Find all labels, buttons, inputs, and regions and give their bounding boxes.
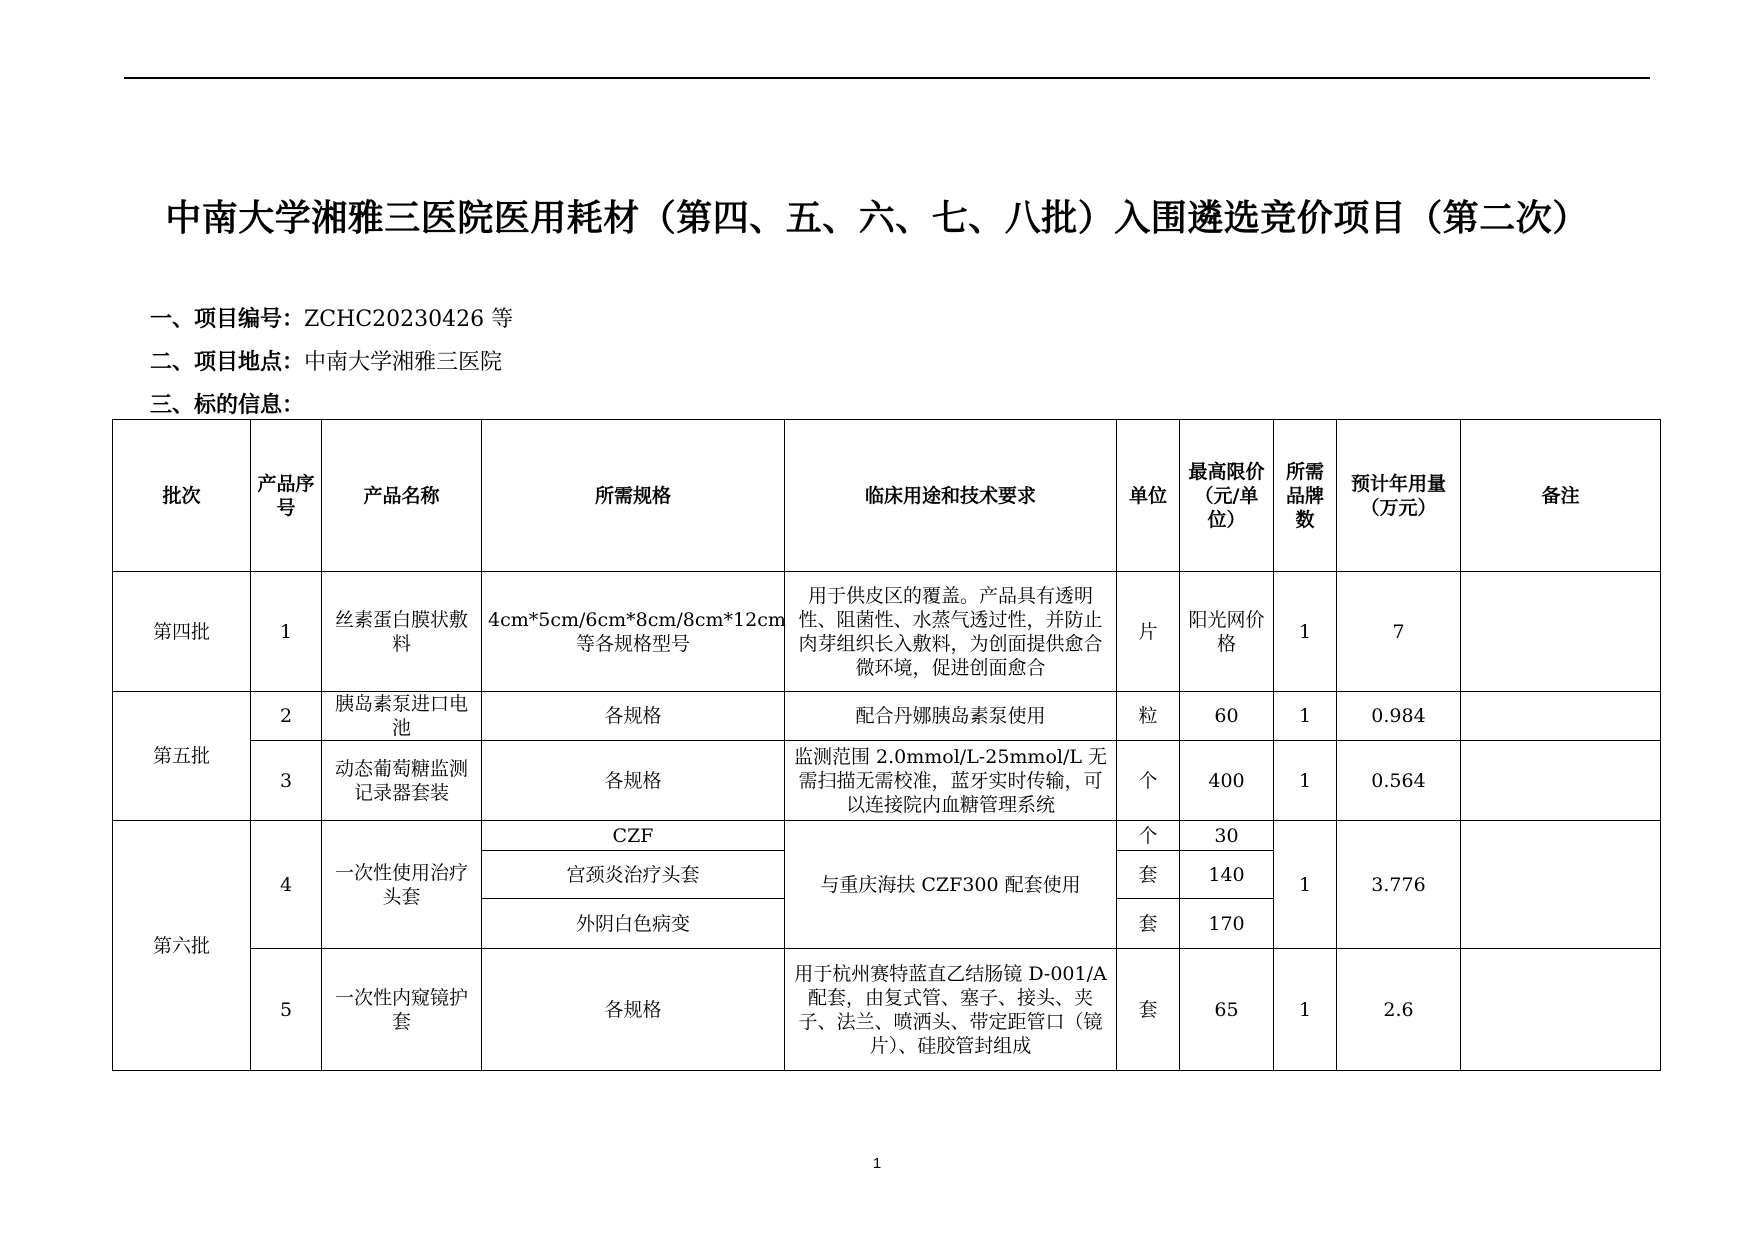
cell-max-price: 140 xyxy=(1180,851,1274,899)
subject-table xyxy=(112,419,1661,1071)
cell-usage: 配合丹娜胰岛素泵使用 xyxy=(785,692,1117,741)
project-number xyxy=(150,305,513,335)
cell-spec: CZF xyxy=(482,821,785,851)
cell-brands: 1 xyxy=(1274,821,1337,949)
cell-usage: 用于杭州赛特蓝直乙结肠镜 D-001/A 配套，由复式管、塞子、接头、夹子、法兰、喷洒头、带定距管口（镜片）、硅胶管封组成 xyxy=(785,949,1117,1071)
header-usage: 临床用途和技术要求 xyxy=(785,420,1117,572)
cell-unit: 片 xyxy=(1117,572,1180,692)
cell-max-price: 400 xyxy=(1180,741,1274,821)
project-number-label: 一、项目编号： xyxy=(150,307,305,332)
table-row xyxy=(113,692,1661,741)
cell-unit: 套 xyxy=(1117,899,1180,949)
cell-brands: 1 xyxy=(1274,949,1337,1071)
cell-brands: 1 xyxy=(1274,741,1337,821)
header-annual: 预计年用量（万元） xyxy=(1337,420,1461,572)
cell-unit: 个 xyxy=(1117,741,1180,821)
cell-spec: 宫颈炎治疗头套 xyxy=(482,851,785,899)
cell-spec: 各规格 xyxy=(482,692,785,741)
table-row xyxy=(113,949,1661,1071)
header-name: 产品名称 xyxy=(322,420,482,572)
cell-seq: 5 xyxy=(251,949,322,1071)
table-row xyxy=(113,741,1661,821)
cell-seq: 4 xyxy=(251,821,322,949)
cell-note xyxy=(1461,821,1661,949)
project-location-label: 二、项目地点： xyxy=(150,350,305,375)
cell-name: 动态葡萄糖监测记录器套装 xyxy=(322,741,482,821)
cell-note xyxy=(1461,949,1661,1071)
header-rule xyxy=(124,77,1650,79)
header-max-price: 最高限价（元/单位） xyxy=(1180,420,1274,572)
cell-spec: 4cm*5cm/6cm*8cm/8cm*12cm 等各规格型号 xyxy=(482,572,785,692)
cell-spec: 各规格 xyxy=(482,741,785,821)
cell-brands: 1 xyxy=(1274,572,1337,692)
cell-annual: 0.564 xyxy=(1337,741,1461,821)
header-batch: 批次 xyxy=(113,420,251,572)
cell-usage: 用于供皮区的覆盖。产品具有透明性、阻菌性、水蒸气透过性，并防止肉芽组织长入敷料，为创面提供愈合微环境，促进创面愈合 xyxy=(785,572,1117,692)
project-location xyxy=(150,348,502,378)
project-location-value: 中南大学湘雅三医院 xyxy=(304,350,503,375)
cell-unit: 套 xyxy=(1117,949,1180,1071)
cell-name: 一次性使用治疗头套 xyxy=(322,821,482,949)
cell-seq: 3 xyxy=(251,741,322,821)
cell-batch: 第六批 xyxy=(113,821,251,1071)
cell-annual: 2.6 xyxy=(1337,949,1461,1071)
cell-annual: 0.984 xyxy=(1337,692,1461,741)
cell-usage: 监测范围 2.0mmol/L-25mmol/L 无需扫描无需校准，蓝牙实时传输，可以连接院内血糖管理系统 xyxy=(785,741,1117,821)
cell-usage: 与重庆海扶 CZF300 配套使用 xyxy=(785,821,1117,949)
cell-seq: 2 xyxy=(251,692,322,741)
table-row xyxy=(113,572,1661,692)
cell-batch: 第五批 xyxy=(113,692,251,821)
cell-batch: 第四批 xyxy=(113,572,251,692)
cell-note xyxy=(1461,741,1661,821)
table-header-row xyxy=(113,420,1661,572)
cell-note xyxy=(1461,692,1661,741)
page-number: 1 xyxy=(872,1155,882,1172)
cell-name: 丝素蛋白膜状敷料 xyxy=(322,572,482,692)
cell-annual: 7 xyxy=(1337,572,1461,692)
header-spec: 所需规格 xyxy=(482,420,785,572)
subject-info-label: 三、标的信息： xyxy=(150,393,305,418)
cell-spec: 外阴白色病变 xyxy=(482,899,785,949)
cell-max-price: 65 xyxy=(1180,949,1274,1071)
cell-spec: 各规格 xyxy=(482,949,785,1071)
header-seq: 产品序号 xyxy=(251,420,322,572)
table-row xyxy=(113,821,1661,851)
cell-name: 一次性内窥镜护套 xyxy=(322,949,482,1071)
header-note: 备注 xyxy=(1461,420,1661,572)
cell-unit: 粒 xyxy=(1117,692,1180,741)
cell-unit: 个 xyxy=(1117,821,1180,851)
project-number-value: ZCHC20230426 等 xyxy=(304,307,514,332)
subject-info xyxy=(150,391,304,421)
cell-annual: 3.776 xyxy=(1337,821,1461,949)
cell-max-price: 60 xyxy=(1180,692,1274,741)
cell-seq: 1 xyxy=(251,572,322,692)
cell-max-price: 170 xyxy=(1180,899,1274,949)
cell-brands: 1 xyxy=(1274,692,1337,741)
cell-name: 胰岛素泵进口电池 xyxy=(322,692,482,741)
header-unit: 单位 xyxy=(1117,420,1180,572)
cell-note xyxy=(1461,572,1661,692)
header-brands: 所需品牌数 xyxy=(1274,420,1337,572)
document-title: 中南大学湘雅三医院医用耗材（第四、五、六、七、八批）入围遴选竞价项目（第二次） xyxy=(165,198,1589,239)
cell-max-price: 30 xyxy=(1180,821,1274,851)
cell-unit: 套 xyxy=(1117,851,1180,899)
cell-max-price: 阳光网价格 xyxy=(1180,572,1274,692)
